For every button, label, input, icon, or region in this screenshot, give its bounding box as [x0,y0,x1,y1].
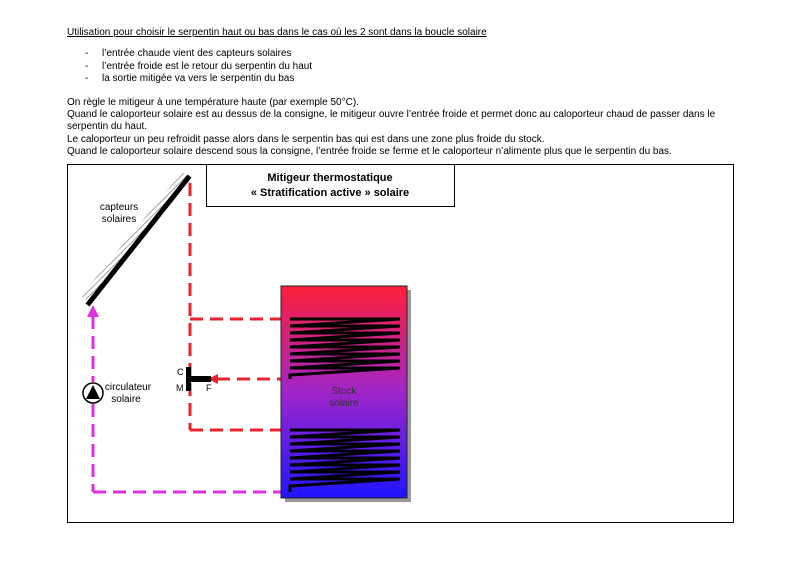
diagram-title-box [207,165,455,207]
collector-label-line1: capteurs [99,202,139,213]
valve-port-f: F [206,383,212,393]
valve-port-m: M [176,383,184,393]
up-arrow-icon [87,305,99,317]
paragraph: Quand le caloporteur solaire est au dessus de la consigne, le mitigeur ouvre l’entrée froide et permet donc au caloporteur chaud de passer dans le serpentin du haut. [67,109,716,133]
page-heading: Utilisation pour choisir le serpentin haut ou bas dans le cas où les 2 sont dans la boucle solaire [67,27,487,38]
pump-label-line1: circulateur [104,382,152,393]
paragraph: Quand le caloporteur solaire descend sous la consigne, l’entrée froide se ferme et le caloporteur n’alimente plus que le serpentin du bas. [67,145,672,157]
solar-collector [81,172,191,303]
bullet-item: - l’entrée froide est le retour du serpentin du haut [85,61,312,74]
diagram-title-line1: Mitigeur thermostatique [267,172,393,184]
tank-label-line2: solaire [329,398,359,409]
tank-label-line1: Stock [331,386,357,397]
bullet-item: - l’entrée chaude vient des capteurs solaires [85,48,312,61]
paragraph: Le caloporteur un peu refroidit passe alors dans le serpentin bas qui est dans une zone plus froide du stock. [67,133,545,145]
bullet-item: - la sortie mitigée va vers le serpentin du bas [85,73,312,86]
collector-label-line2: solaires [101,214,137,225]
circulator-pump-icon [83,383,103,403]
hot-pipe [190,183,290,430]
paragraph: On règle le mitigeur à une température haute (par exemple 50°C). [67,97,359,108]
diagram-title-line2: « Stratification active » solaire [250,187,410,199]
pump-label-line2: solaire [111,394,141,405]
valve-port-c: C [177,367,184,377]
